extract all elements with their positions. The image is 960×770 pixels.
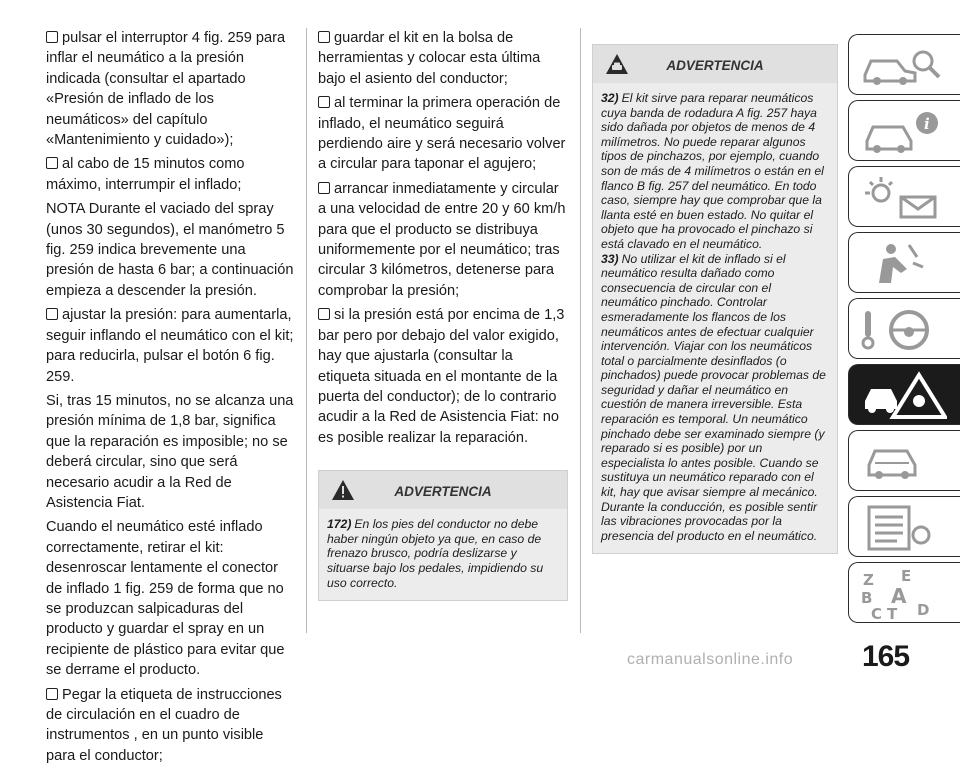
checkbox-bullet-icon xyxy=(46,157,58,169)
data-list-icon xyxy=(857,503,947,553)
checkbox-bullet-icon xyxy=(46,688,58,700)
warning-item xyxy=(327,517,559,590)
chapter-tabs xyxy=(848,34,960,634)
warning-item xyxy=(601,252,829,544)
warning-number: 33) xyxy=(601,251,619,266)
bullet-item xyxy=(318,305,568,448)
bullet-item xyxy=(318,179,568,301)
alphabet-index-icon xyxy=(857,569,947,623)
page-number: 165 xyxy=(862,640,910,673)
warning-box-172 xyxy=(318,470,568,601)
paragraph-text: guardar el kit en la bolsa de herramientas y colocar esta última bajo el asiento del conductor; xyxy=(318,30,541,87)
bullet-item xyxy=(46,28,296,150)
tab-airbag-seat[interactable] xyxy=(848,232,960,293)
bullet-item xyxy=(46,685,296,767)
column-divider-1 xyxy=(306,28,307,633)
watermark: carmanualsonline.info xyxy=(627,651,794,668)
airbag-seat-icon xyxy=(857,239,947,289)
paragraph xyxy=(46,517,296,680)
warning-item xyxy=(601,91,829,252)
tab-car-search[interactable] xyxy=(848,34,960,95)
tab-breakdown[interactable] xyxy=(848,364,960,425)
warning-header xyxy=(593,45,837,83)
tab-data-list[interactable] xyxy=(848,496,960,557)
column-3 xyxy=(592,44,838,554)
warning-header xyxy=(319,471,567,509)
index-letter: A xyxy=(891,584,907,608)
checkbox-bullet-icon xyxy=(46,31,58,43)
car-search-icon xyxy=(857,41,947,91)
tab-alphabet-index[interactable] xyxy=(848,562,960,623)
steering-wheel-key-icon xyxy=(857,305,947,355)
index-letter: E xyxy=(901,569,912,585)
checkbox-bullet-icon xyxy=(318,31,330,43)
bullet-item xyxy=(318,28,568,89)
checkbox-bullet-icon xyxy=(318,182,330,194)
breakdown-warning-icon xyxy=(857,371,947,421)
column-divider-2 xyxy=(580,28,581,633)
paragraph-text: Cuando el neumático esté inflado correctamente, retirar el kit: desenroscar lentamente el conector de inflado 1 fig. 259 de forma que no se produzcan salpicaduras del producto y guardar el spray en un recipiente de plástico para evitar que se derrame el producto. xyxy=(46,519,285,679)
column-2-text xyxy=(318,28,568,448)
checkbox-bullet-icon xyxy=(318,308,330,320)
paragraph-text: al cabo de 15 minutos como máximo, interrumpir el inflado; xyxy=(46,156,245,193)
index-letter: Z xyxy=(863,571,874,589)
warning-body xyxy=(319,509,567,600)
tab-steering-wheel[interactable] xyxy=(848,298,960,359)
index-letter: D xyxy=(917,601,930,619)
column-1 xyxy=(46,28,296,770)
paragraph-text: si la presión está por encima de 1,3 bar pero por debajo del valor exigido, hay que ajustarla (consultar la etiqueta situada en el montante de la puerta del conductor); de lo contrario acudir a la Red de Asistencia Fiat: no es posible realizar la reparación. xyxy=(318,307,565,446)
bullet-item xyxy=(46,305,296,387)
svg-text:i: i xyxy=(924,115,930,133)
paragraph xyxy=(46,199,296,301)
warning-number: 172) xyxy=(327,517,352,532)
warning-box-32-33 xyxy=(592,44,838,554)
car-info-icon xyxy=(857,107,947,157)
paragraph-text: Si, tras 15 minutos, no se alcanza una presión mínima de 1,8 bar, significa que la reparación es imposible; no se deberá circular, sino que será necesario acudir a la Red de Asistencia Fiat. xyxy=(46,392,294,511)
bullet-item xyxy=(46,154,296,195)
index-letter: B xyxy=(861,589,873,607)
warning-number: 32) xyxy=(601,91,619,105)
car-service-icon xyxy=(857,437,947,487)
paragraph-text: Pegar la etiqueta de instrucciones de circulación en el cuadro de instrumentos , en un punto visible para el conductor; xyxy=(46,686,282,764)
tab-warning-lights[interactable] xyxy=(848,166,960,227)
paragraph-text: arrancar inmediatamente y circular a una velocidad de entre 20 y 60 km/h para que el producto se distribuya uniformemente por el neumático; tras circular 3 kilómetros, detenerse para comprobar la presión; xyxy=(318,180,566,299)
checkbox-bullet-icon xyxy=(46,308,58,320)
paragraph-text: NOTA Durante el vaciado del spray (unos 30 segundos), el manómetro 5 fig. 259 indica brevemente una presión de hasta 6 bar; a continuación empieza a descender la presión. xyxy=(46,201,294,299)
paragraph-text: al terminar la primera operación de inflado, el neumático seguirá perdiendo aire y será necesario volver a circular para taponar el agujero; xyxy=(318,95,566,173)
warning-text: En los pies del conductor no debe haber ningún objeto ya que, en caso de frenazo brusco, podría deslizarse y situarse bajo los pedales, impidiendo su uso correcto. xyxy=(327,517,544,590)
checkbox-bullet-icon xyxy=(318,96,330,108)
warning-text: No utilizar el kit de inflado si el neumático resulta dañado como consecuencia de circular con el neumático pinchado. Controlar esmeradamente los flancos de los neumáticos antes de efectuar cualquier intervención. Viajar con los neumáticos total o parcialmente desinflados (o pinchados) puede provocar problemas de seguridad y dañar el neumático en cuestión de manera irreversible. Esta reparación es temporal. Un neumático pinchado debe ser examinado siempre (y reparado si es posible) por un especialista lo antes posible. Cuando se sustituya un neumático reparado con el kit, hay que avisar siempre al mecánico. Durante la conducción, es posible sentir las vibraciones provocadas por la presencia del producto en el neumático. xyxy=(601,251,826,543)
warning-title: ADVERTENCIA xyxy=(394,484,492,500)
column-2 xyxy=(318,28,568,601)
index-letter: C xyxy=(871,605,883,623)
warning-body xyxy=(593,83,837,553)
tab-car-service[interactable] xyxy=(848,430,960,491)
tab-car-info[interactable] xyxy=(848,100,960,161)
bullet-item xyxy=(318,93,568,175)
warning-title: ADVERTENCIA xyxy=(666,58,764,73)
warning-lights-icon xyxy=(857,173,947,223)
paragraph-text: ajustar la presión: para aumentarla, seguir inflando el neumático con el kit; para reducirla, pulsar el botón 6 fig. 259. xyxy=(46,307,294,385)
index-letter: T xyxy=(887,605,898,623)
warning-text: El kit sirve para reparar neumáticos cuya banda de rodadura A fig. 257 haya sido dañada por objetos de menos de 4 milímetros. No puede reparar algunos tipos de pinchazos, por ejemplo, cuando son de más de 4 milímetros o están en el flanco B fig. 257 del neumático. En todo caso, siempre hay que comprobar que la llanta esté en buen estado. No quitar el objeto que ha provocado el pinchazo si está clavado en el neumático. xyxy=(601,91,824,251)
paragraph-text: pulsar el interruptor 4 fig. 259 para inflar el neumático a la presión indicada (consultar el apartado «Presión de inflado de los neumáticos» del capítulo «Mantenimiento y cuidado»); xyxy=(46,30,286,149)
paragraph xyxy=(46,391,296,513)
